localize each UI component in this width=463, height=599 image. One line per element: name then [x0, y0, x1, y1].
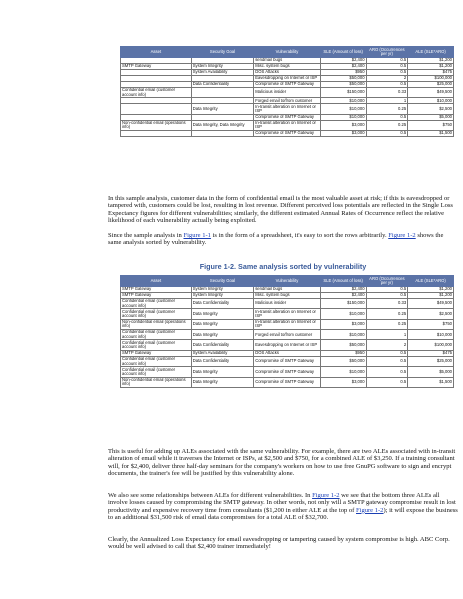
column-header: Security Goal [191, 47, 253, 58]
table-header-row [121, 276, 454, 287]
table-cell: System Integrity [191, 63, 253, 69]
table-cell: SMTP Gateway [121, 292, 192, 298]
table-cell: $2,500 [408, 104, 454, 114]
table-cell: Compromise of SMTP Gateway [254, 377, 321, 387]
table-cell: $2,400 [320, 286, 366, 292]
table-cell: $475 [408, 350, 454, 356]
table-cell: Data Integrity [191, 309, 253, 319]
table-cell: Data Confidentiality [191, 340, 253, 350]
risk-table-sorted [120, 275, 454, 388]
table-cell: $100,000 [408, 340, 454, 350]
table-cell: 0.5 [366, 114, 408, 120]
risk-table-unsorted [120, 46, 454, 137]
table-cell: Forged email to/from customer [254, 330, 321, 340]
table-cell: 2 [366, 340, 408, 350]
table-cell: $950 [320, 69, 366, 75]
table-cell: $49,500 [408, 87, 454, 97]
table-cell: Confidential email (customer account info) [121, 330, 192, 340]
table-cell: Malicious insider [254, 298, 321, 308]
table-cell: 1 [366, 330, 408, 340]
table-cell: 0.5 [366, 356, 408, 366]
table-row [121, 87, 454, 97]
table-cell: Misc. system bugs [254, 292, 321, 298]
column-header: SLE (Amount of loss) [320, 47, 366, 58]
table-cell: $1,500 [408, 377, 454, 387]
table-cell: $10,000 [320, 367, 366, 377]
text-span: shows the same analysis sorted by vulnerability. [108, 232, 444, 247]
table-cell: 0.25 [366, 309, 408, 319]
table-cell: 2 [366, 75, 408, 81]
table-cell: $950 [320, 350, 366, 356]
link-figure-1-2[interactable]: Figure 1-2 [388, 232, 416, 239]
table-cell: $3,000 [320, 131, 366, 137]
table-row [121, 319, 454, 329]
table-cell [191, 87, 253, 97]
table-cell: Data Confidentiality [191, 298, 253, 308]
table-cell: $750 [408, 120, 454, 130]
link-figure-1-1[interactable]: Figure 1-1 [183, 232, 211, 239]
table-cell: 0.25 [366, 104, 408, 114]
column-header: ALE (SLE*ARO) [408, 276, 454, 287]
paragraph-vulnerability-sum: This is useful for adding up ALEs associated with the same vulnerability. For example, there are two ALEs associated with in-transit alteration of email while it traverses the Internet or ISPs, at $2,500 and $750, for a combined ALE of $3,250. If a training consultant will, for $2,400, deliver three half-day seminars for the company's workers on how to use free GnuPG software to sign and encrypt documents, the trainer's fee will be justified by this vulnerability alone. [108, 448, 456, 478]
table-row [121, 340, 454, 350]
table-row [121, 309, 454, 319]
table-header-row [121, 47, 454, 58]
table-cell: $49,500 [408, 298, 454, 308]
table-cell: Data Integrity [191, 330, 253, 340]
table-cell: In-transit alteration on Internet or ISP [254, 120, 321, 130]
column-header: Vulnerability [254, 276, 321, 287]
table-cell: Eavesdropping on Internet or ISP [254, 75, 321, 81]
table-cell: 0.5 [366, 131, 408, 137]
link-figure-1-2[interactable]: Figure 1-2 [312, 492, 340, 499]
table-row [121, 131, 454, 137]
table-cell: sendmail bugs [254, 286, 321, 292]
table-cell: $2,400 [320, 63, 366, 69]
text-span: we see that the bottom three ALEs all involve losses caused by compromising the SMTP gateway. In other words, not only will a SMTP gateway compromise result in lost productivity and expensive recovery time from consultants ($1,200 in either ALE at the top of [108, 492, 456, 514]
table-cell: $1,200 [408, 286, 454, 292]
table-row [121, 120, 454, 130]
table-cell: $25,000 [408, 356, 454, 366]
table-cell: 0.5 [366, 286, 408, 292]
table-row [121, 356, 454, 366]
paragraph-relationships [108, 492, 458, 522]
table-cell: $10,000 [320, 98, 366, 104]
link-figure-1-2[interactable]: Figure 1-2 [356, 506, 384, 514]
column-header: ARO (Occurrences per yr) [366, 276, 408, 287]
text-span: Since the sample analysis in [108, 232, 184, 239]
table-cell: $50,000 [320, 81, 366, 87]
table-cell: $150,000 [320, 298, 366, 308]
table-cell: 0.5 [366, 63, 408, 69]
table-cell: 0.33 [366, 298, 408, 308]
table-cell: In-transit alteration on Internet or ISP [254, 104, 321, 114]
table-cell: Data Integrity [191, 104, 253, 114]
table-cell: $150,000 [320, 87, 366, 97]
table-cell: $100,000 [408, 75, 454, 81]
table-cell: 0.5 [366, 69, 408, 75]
table-cell: $475 [408, 69, 454, 75]
table-cell: $5,000 [408, 114, 454, 120]
table-cell: DOS Attacks [254, 350, 321, 356]
table-cell: Malicious insider [254, 87, 321, 97]
table-cell: $50,000 [320, 340, 366, 350]
table-cell: $10,000 [408, 330, 454, 340]
table-cell [191, 131, 253, 137]
table-cell: 0.5 [366, 367, 408, 377]
table-cell: $10,000 [320, 104, 366, 114]
table-cell: Data Integrity [191, 319, 253, 329]
column-header: ALE (SLE*ARO) [408, 47, 454, 58]
table-cell: 0.5 [366, 57, 408, 63]
text-span: is in the form of a spreadsheet, it's easy to sort the rows arbitrarily. [210, 232, 389, 239]
table-cell: sendmail bugs [254, 57, 321, 63]
table-cell: $3,000 [320, 377, 366, 387]
table-cell: Confidential email (customer account info) [121, 340, 192, 350]
table-cell: In-transit alteration on Internet or ISP [254, 309, 321, 319]
table-cell: Compromise of SMTP Gateway [254, 81, 321, 87]
table-cell: 0.33 [366, 87, 408, 97]
table-cell: $1,200 [408, 63, 454, 69]
table-cell: Data Integrity, Data Integrity [191, 120, 253, 130]
table-cell: Compromise of SMTP Gateway [254, 114, 321, 120]
table-cell: Confidential email (customer account info) [121, 298, 192, 308]
table-cell: Compromise of SMTP Gateway [254, 367, 321, 377]
table-cell [121, 131, 192, 137]
text-span: ); it will expose the business to an additional $31,500 risk of email data compromises for a total ALE of $32,700. [108, 506, 458, 522]
table-cell: 0.5 [366, 292, 408, 298]
table-cell: System Availability [191, 69, 253, 75]
table-cell: Confidential email (customer account info) [121, 87, 192, 97]
table-row [121, 104, 454, 114]
table-cell: Eavesdropping on Internet or ISP [254, 340, 321, 350]
table-cell [121, 104, 192, 114]
table-cell: $5,000 [408, 367, 454, 377]
table-cell: Data Integrity [191, 377, 253, 387]
text-span: We also see some relationships between ALEs for different vulnerabilities. In [108, 492, 313, 499]
table-cell: Confidential email (customer account info) [121, 356, 192, 366]
table-cell: Compromise of SMTP Gateway [254, 356, 321, 366]
column-header: SLE (Amount of loss) [320, 276, 366, 287]
table-cell: $2,500 [408, 309, 454, 319]
table-cell: SMTP Gateway [121, 350, 192, 356]
column-header: ARO (Occurrences per yr) [366, 47, 408, 58]
table-cell: $750 [408, 319, 454, 329]
table-cell: $3,000 [320, 120, 366, 130]
column-header: Asset [121, 276, 192, 287]
table-cell: $2,400 [320, 292, 366, 298]
table-cell: $1,500 [408, 131, 454, 137]
table-cell: $10,000 [320, 309, 366, 319]
table-row [121, 298, 454, 308]
table-cell: Non-confidential email (operations info) [121, 377, 192, 387]
table-cell: System Integrity [191, 286, 253, 292]
table-cell: Forged email to/from customer [254, 98, 321, 104]
paragraph-sort-note [108, 232, 458, 247]
column-header: Security Goal [191, 276, 253, 287]
table-cell: Confidential email (customer account info) [121, 367, 192, 377]
table-cell: System Availability [191, 350, 253, 356]
figure-title: Figure 1-2. Same analysis sorted by vulnerability [199, 262, 367, 271]
table-cell: Non-confidential email (operations info) [121, 120, 192, 130]
table-row [121, 377, 454, 387]
paragraph-sample-analysis: In this sample analysis, customer data in the form of confidential email is the most valuable asset at risk; if this is eavesdropped or tampered with, customers could be lost, resulting in lost revenue. Different perceived loss potentials are reflected in the Single Loss Expectancy figures for different vulnerabilities; similarly, the different estimated Annual Rates of Occurrence reflect the relative likelihood of each vulnerability actually being exploited. [108, 195, 453, 225]
table-row [121, 330, 454, 340]
table-cell: In-transit alteration on Internet or ISP [254, 319, 321, 329]
table-cell: $2,400 [320, 57, 366, 63]
paragraph-conclusion: Clearly, the Annualized Loss Expectancy for email eavesdropping or tampering caused by system compromise is high. ABC Corp. would be well advised to call that $2,400 trainer immediately! [108, 536, 450, 551]
table-cell: Non-confidential email (operations info) [121, 319, 192, 329]
table-cell: $3,000 [320, 319, 366, 329]
table-cell: 0.25 [366, 319, 408, 329]
table-cell: Compromise of SMTP Gateway [254, 131, 321, 137]
table-cell: 1 [366, 98, 408, 104]
table-cell: Data Integrity [191, 367, 253, 377]
table-cell: 0.5 [366, 377, 408, 387]
table-cell: Data Confidentiality [191, 356, 253, 366]
table-cell: $1,200 [408, 292, 454, 298]
table-cell: $25,000 [408, 81, 454, 87]
table-cell: Misc. system bugs [254, 63, 321, 69]
column-header: Vulnerability [254, 47, 321, 58]
table-cell: System Integrity [191, 292, 253, 298]
table-cell: $10,000 [408, 98, 454, 104]
table-cell: 0.5 [366, 350, 408, 356]
table-cell: $10,000 [320, 330, 366, 340]
table-cell: Confidential email (customer account info) [121, 309, 192, 319]
table-cell: $50,000 [320, 356, 366, 366]
table-cell: $50,000 [320, 75, 366, 81]
table-cell: Data Confidentiality [191, 81, 253, 87]
table-cell: 0.5 [366, 81, 408, 87]
table-cell: DOS Attacks [254, 69, 321, 75]
table-cell: 0.25 [366, 120, 408, 130]
table-cell: SMTP Gateway [121, 63, 192, 69]
table-row [121, 367, 454, 377]
table-cell: $10,000 [320, 114, 366, 120]
table-cell: SMTP Gateway [121, 286, 192, 292]
column-header: Asset [121, 47, 192, 58]
table-cell: $1,200 [408, 57, 454, 63]
